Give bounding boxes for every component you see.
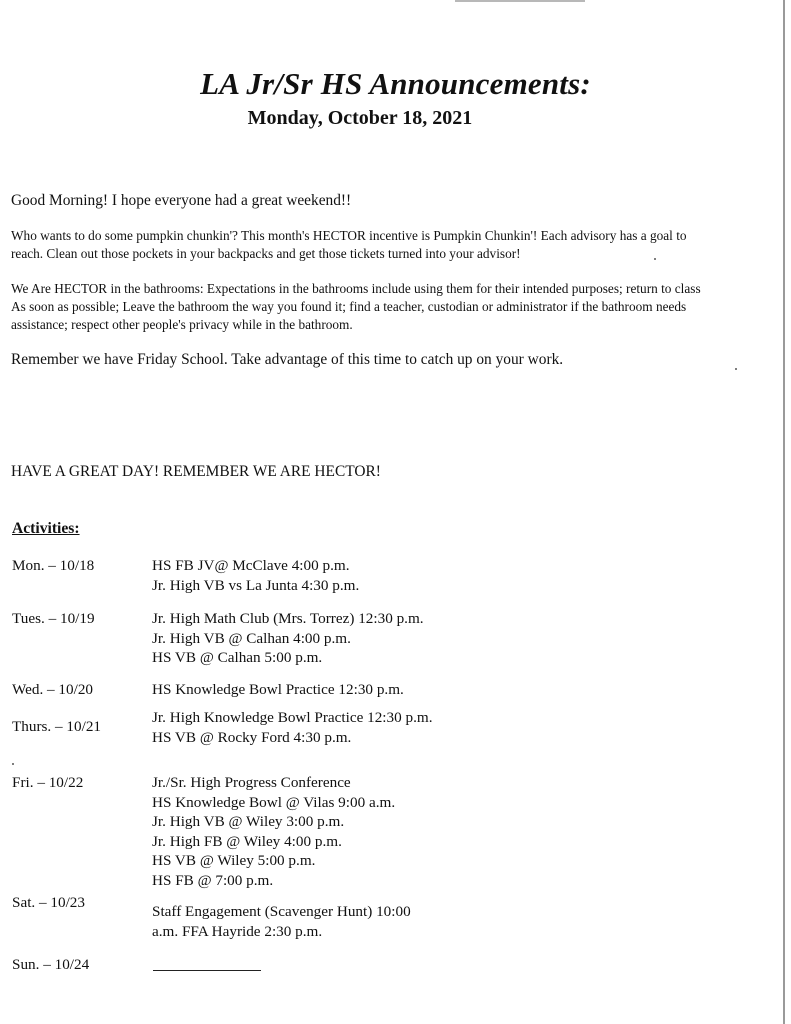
- events-fri: [152, 773, 395, 890]
- title-text: LA Jr/Sr HS Announcements:: [200, 66, 591, 101]
- day-label-tues: Tues. – 10/19: [12, 610, 95, 627]
- day-label-sun: Sun. – 10/24: [12, 956, 90, 973]
- friday-school-paragraph: Remember we have Friday School. Take advantage of this time to catch up on your work.: [11, 351, 564, 368]
- bathroom-line-2: As soon as possible; Leave the bathroom the way you found it; find a teacher, custodian or administrator if the bathroom needs: [11, 299, 687, 314]
- scan-mark: [455, 0, 585, 2]
- event-item: HS Knowledge Bowl @ Vilas 9:00 a.m.: [152, 793, 396, 811]
- events-sat: [152, 902, 411, 941]
- bathroom-line-1: We Are HECTOR in the bathrooms: Expectations in the bathrooms include using them for their intended purposes; return to class: [11, 281, 701, 296]
- event-item: Jr. High Knowledge Bowl Practice 12:30 p.m.: [152, 709, 433, 726]
- event-item: HS VB @ Rocky Ford 4:30 p.m.: [152, 728, 352, 746]
- scan-edge-line: [783, 0, 785, 1024]
- day-label-sat: Sat. – 10/23: [12, 894, 85, 911]
- event-item: Jr./Sr. High Progress Conference: [152, 774, 351, 791]
- event-item: HS VB @ Calhan 5:00 p.m.: [152, 649, 323, 666]
- events-thurs: [152, 708, 433, 747]
- stray-mark: [735, 368, 737, 370]
- pumpkin-line-1: Who wants to do some pumpkin chunkin'? This month's HECTOR incentive is Pumpkin Chunkin'! Each advisory has a goal to: [11, 228, 687, 243]
- day-label-mon: Mon. – 10/18: [12, 557, 95, 574]
- event-item: Jr. High Math Club (Mrs. Torrez) 12:30 p.m.: [152, 610, 424, 627]
- event-item: Jr. High VB @ Wiley 3:00 p.m.: [152, 813, 345, 830]
- bathroom-line-3: assistance; respect other people's privacy while in the bathroom.: [11, 317, 353, 332]
- event-item: Staff Engagement (Scavenger Hunt) 10:00: [152, 903, 411, 920]
- greeting-paragraph: Good Morning! I hope everyone had a great weekend!!: [11, 192, 352, 209]
- event-item: HS VB @ Wiley 5:00 p.m.: [152, 852, 316, 869]
- day-label-thurs: Thurs. – 10/21: [12, 718, 102, 735]
- event-item: Jr. High FB @ Wiley 4:00 p.m.: [152, 832, 342, 850]
- event-item: Jr. High VB @ Calhan 4:00 p.m.: [152, 629, 351, 647]
- pumpkin-line-2: reach. Clean out those pockets in your backpacks and get those tickets turned into your advisor!: [11, 246, 521, 261]
- day-label-wed: Wed. – 10/20: [12, 681, 94, 698]
- stray-mark: [654, 258, 656, 260]
- day-label-fri: Fri. – 10/22: [12, 774, 84, 791]
- page-title: [0, 66, 791, 102]
- closing-paragraph: HAVE A GREAT DAY! REMEMBER WE ARE HECTOR!: [11, 463, 381, 480]
- events-wed: [152, 680, 404, 700]
- event-item: HS FB @ 7:00 p.m.: [152, 871, 274, 889]
- announcement-date: Monday, October 18, 2021: [247, 107, 473, 129]
- events-mon: [152, 556, 359, 595]
- bathroom-paragraph: [11, 280, 761, 334]
- event-item: HS Knowledge Bowl Practice 12:30 p.m.: [152, 681, 404, 698]
- event-item: a.m. FFA Hayride 2:30 p.m.: [152, 922, 323, 940]
- pumpkin-paragraph: [11, 227, 761, 263]
- stray-dot: [12, 763, 14, 765]
- event-item: HS FB JV@ McClave 4:00 p.m.: [152, 557, 350, 574]
- event-item: Jr. High VB vs La Junta 4:30 p.m.: [152, 576, 360, 594]
- activities-heading: Activities:: [12, 520, 80, 537]
- blank-entry-line: [153, 970, 261, 971]
- events-tues: [152, 609, 424, 668]
